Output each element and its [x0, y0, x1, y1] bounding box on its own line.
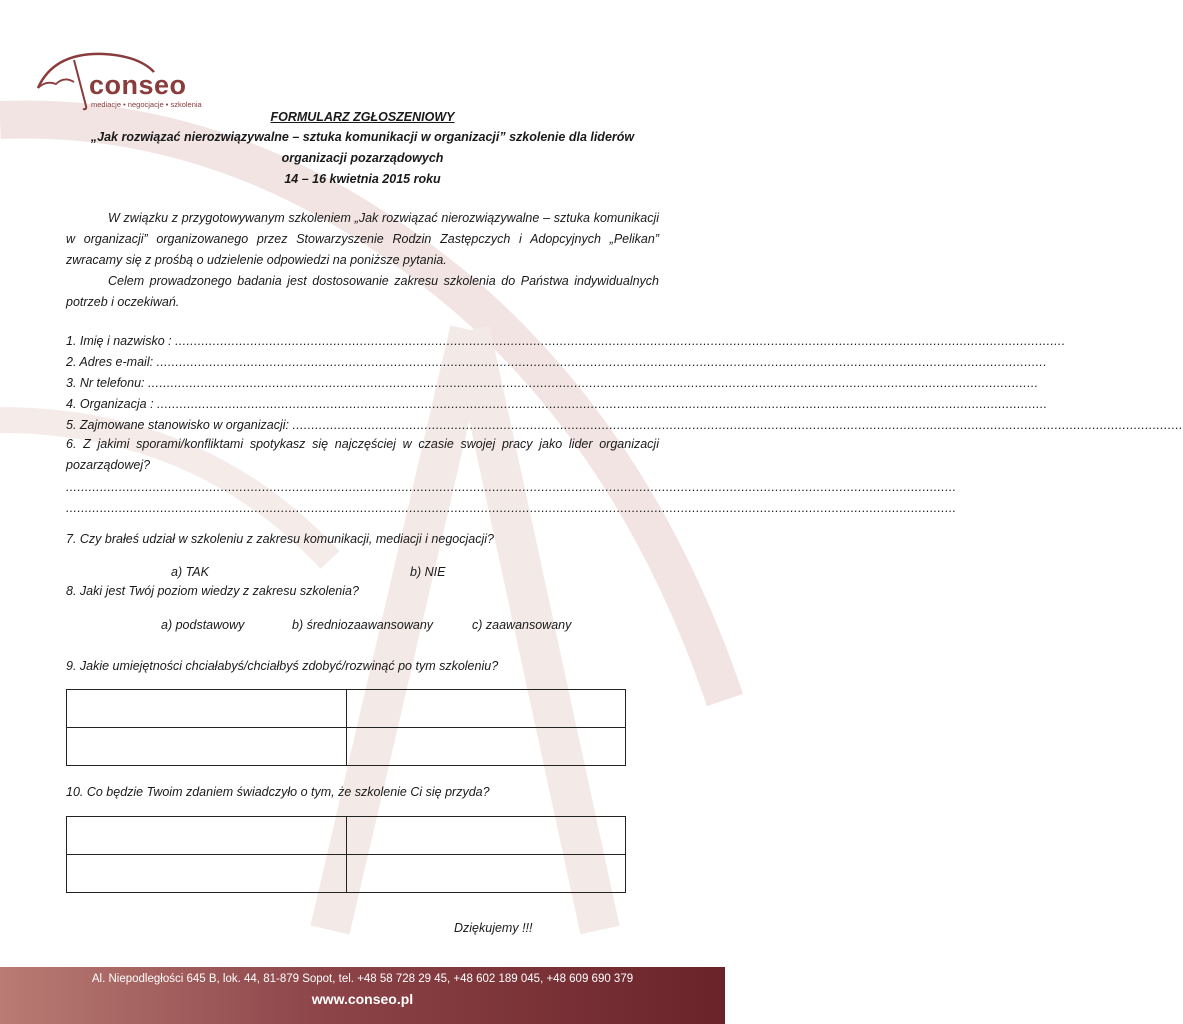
footer-bar [0, 967, 725, 1024]
answer-cell[interactable] [346, 817, 626, 855]
answer-cell[interactable] [67, 817, 347, 855]
question-name[interactable] [66, 334, 1066, 348]
question-usefulness: 10. Co będzie Twoim zdaniem świadczyło o tym, że szkolenie Ci się przyda? [66, 785, 490, 799]
question-label: 3. Nr telefonu: [66, 376, 145, 390]
answer-cell[interactable] [67, 855, 347, 893]
question-skills: 9. Jakie umiejętności chciałabyś/chciałbyś zdobyć/rozwinąć po tym szkoleniu? [66, 659, 499, 673]
option-no[interactable]: b) NIE [410, 565, 446, 579]
usefulness-answer-table [66, 816, 626, 893]
footer-website-link[interactable]: www.conseo.pl [311, 991, 414, 1007]
question-organization[interactable] [66, 397, 1048, 411]
option-advanced[interactable]: c) zaawansowany [472, 618, 572, 632]
skills-answer-table [66, 689, 626, 766]
question-position[interactable] [66, 418, 1183, 432]
answer-cell[interactable] [346, 728, 626, 766]
intro-paragraph-2: Celem prowadzonego badania jest dostosowanie zakresu szkolenia do Państwa indywidualnych potrzeb i oczekiwań. [66, 274, 659, 309]
training-title-line2: organizacji pozarządowych [281, 151, 444, 165]
question-conflicts: 6. Z jakimi sporami/konfliktami spotykasz się najczęściej w czasie swojej pracy jako lider organizacji pozarządowej? [66, 437, 659, 472]
answer-line-1[interactable] [66, 480, 957, 494]
conseo-logo [34, 50, 224, 110]
form-title: FORMULARZ ZGŁOSZENIOWY [270, 110, 455, 124]
answer-cell[interactable] [346, 855, 626, 893]
answer-cell[interactable] [346, 690, 626, 728]
option-basic[interactable]: a) podstawowy [161, 618, 245, 632]
training-title-line1: „Jak rozwiązać nierozwiązywalne – sztuka komunikacji w organizacji” szkolenie dla liderów [90, 130, 635, 144]
logo-wordmark: conseo [89, 70, 187, 100]
footer-address: Al. Niepodległości 645 B, lok. 44, 81-879 Sopot, tel. +48 58 728 29 45, +48 602 189 045, +48 609 690 379 [91, 973, 634, 985]
question-label: 5. Zajmowane stanowisko w organizacji: [66, 418, 290, 432]
answer-dots: ............................................................................................................................................................................................................................................ [157, 397, 1048, 411]
answer-cell[interactable] [67, 690, 347, 728]
answer-dots: ............................................................................................................................................................................................................................................ [148, 376, 1039, 390]
thanks-text: Dziękujemy !!! [454, 921, 533, 935]
question-label: 2. Adres e-mail: [66, 355, 154, 369]
training-date: 14 – 16 kwietnia 2015 roku [284, 172, 441, 186]
question-prior-training: 7. Czy brałeś udział w szkoleniu z zakresu komunikacji, mediacji i negocjacji? [66, 532, 494, 546]
question-label: 4. Organizacja : [66, 397, 154, 411]
logo-tagline: mediacje • negocjacje • szkolenia [91, 100, 202, 109]
option-intermediate[interactable]: b) średniozaawansowany [292, 618, 434, 632]
answer-dots: ............................................................................................................................................................................................................................................ [66, 480, 957, 494]
answer-dots: ............................................................................................................................................................................................................................................ [175, 334, 1066, 348]
question-knowledge-level: 8. Jaki jest Twój poziom wiedzy z zakresu szkolenia? [66, 584, 359, 598]
question-email[interactable] [66, 355, 1047, 369]
intro-paragraph-1: W związku z przygotowywanym szkoleniem „Jak rozwiązać nierozwiązywalne – sztuka komunikacji w organizacji” organizowanego przez Stowarzyszenie Rodzin Zastępczych i Adopcyjnych „Pelikan” zwracamy się z prośbą o udzielenie odpowiedzi na poniższe pytania. [66, 211, 659, 267]
option-yes[interactable]: a) TAK [171, 565, 209, 579]
answer-dots: ............................................................................................................................................................................................................................................ [156, 355, 1047, 369]
answer-cell[interactable] [67, 728, 347, 766]
answer-dots: ............................................................................................................................................................................................................................................ [66, 501, 957, 515]
answer-dots: ............................................................................................................................................................................................................................................ [292, 418, 1183, 432]
question-phone[interactable] [66, 376, 1039, 390]
question-label: 1. Imię i nazwisko : [66, 334, 172, 348]
answer-line-2[interactable] [66, 501, 957, 515]
